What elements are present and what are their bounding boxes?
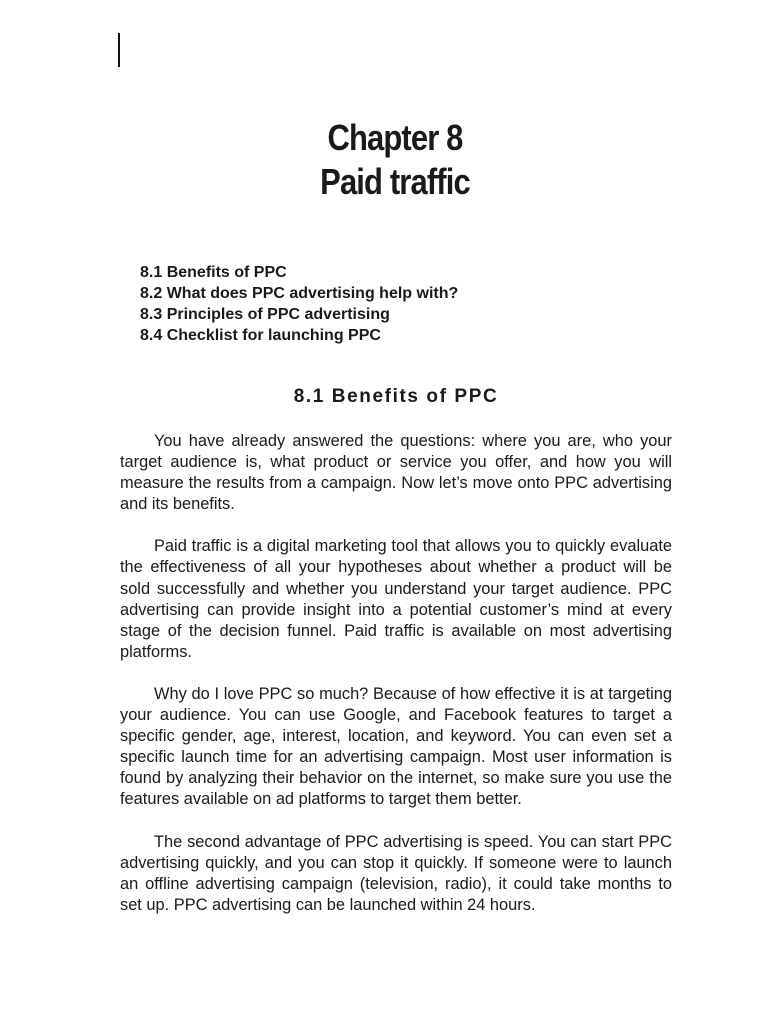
toc-item: 8.3 Principles of PPC advertising [140, 306, 390, 323]
toc-item: 8.1 Benefits of PPC [140, 264, 287, 281]
paragraph: Paid traffic is a digital marketing tool that allows you to quickly evaluate the effectiveness of all your hypotheses about whether a product will be sold successfully and whether you understand your target audience. PPC advertising can provide insight into a potential customer’s mind at every stage of the decision funnel. Paid traffic is available on most advertising platforms. [120, 537, 672, 661]
paragraph: Why do I love PPC so much? Because of how effective it is at targeting your audience. You can use Google, and Facebook features to target a specific gender, age, interest, location, and keyword. You can even set a specific launch time for an advertising campaign. Most user information is found by analyzing their behavior on the internet, so make sure you use the features available on ad platforms to target them better. [120, 684, 672, 809]
toc-item: 8.2 What does PPC advertising help with? [140, 285, 459, 302]
chapter-number: Chapter 8 [327, 117, 463, 158]
toc-item: 8.4 Checklist for launching PPC [140, 327, 381, 344]
section-heading: 8.1 Benefits of PPC [293, 386, 499, 407]
body-text [120, 431, 672, 916]
chapter-name: Paid traffic [320, 161, 470, 202]
paragraph: The second advantage of PPC advertising is speed. You can start PPC advertising quickly, and you can stop it quickly. If someone were to launch an offline advertising campaign (television, radio), it could take months to set up. PPC advertising can be launched within 24 hours. [120, 832, 672, 914]
crop-mark [118, 33, 120, 67]
table-of-contents [140, 262, 458, 346]
chapter-title [55, 116, 734, 204]
paragraph: You have already answered the questions: where you are, who your target audience is, what product or service you offer, and how you will measure the results from a campaign. Now let’s move onto PPC advertising and its benefits. [120, 432, 672, 514]
